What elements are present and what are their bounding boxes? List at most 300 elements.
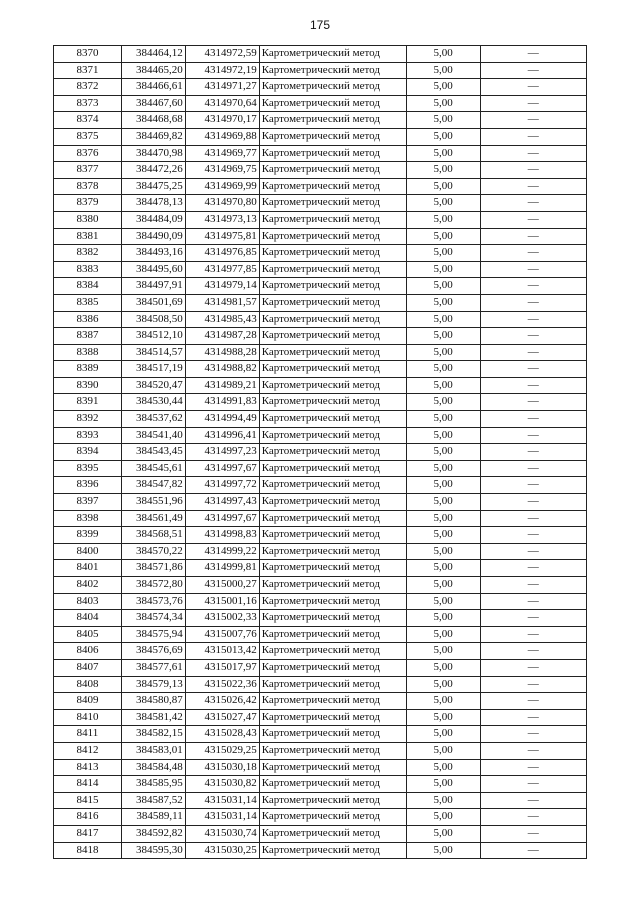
table-row — [54, 427, 587, 444]
precision-cell: 5,00 — [406, 128, 480, 145]
precision-cell: 5,00 — [406, 626, 480, 643]
table-row — [54, 494, 587, 511]
y-coordinate-cell: 4314999,81 — [185, 560, 259, 577]
y-coordinate-cell: 4314969,77 — [185, 145, 259, 162]
point-number-cell: 8418 — [54, 842, 122, 859]
x-coordinate-cell: 384587,52 — [121, 792, 185, 809]
y-coordinate-cell: 4314975,81 — [185, 228, 259, 245]
table-row — [54, 527, 587, 544]
precision-cell: 5,00 — [406, 709, 480, 726]
table-row — [54, 825, 587, 842]
method-cell: Картометрический метод — [259, 543, 406, 560]
table-row — [54, 693, 587, 710]
method-cell: Картометрический метод — [259, 659, 406, 676]
x-coordinate-cell: 384585,95 — [121, 776, 185, 793]
point-number-cell: 8370 — [54, 46, 122, 63]
table-row — [54, 444, 587, 461]
description-cell: — — [480, 626, 586, 643]
point-number-cell: 8376 — [54, 145, 122, 162]
method-cell: Картометрический метод — [259, 195, 406, 212]
x-coordinate-cell: 384547,82 — [121, 477, 185, 494]
x-coordinate-cell: 384484,09 — [121, 211, 185, 228]
precision-cell: 5,00 — [406, 278, 480, 295]
point-number-cell: 8374 — [54, 112, 122, 129]
point-number-cell: 8392 — [54, 411, 122, 428]
y-coordinate-cell: 4314969,99 — [185, 178, 259, 195]
method-cell: Картометрический метод — [259, 809, 406, 826]
x-coordinate-cell: 384592,82 — [121, 825, 185, 842]
y-coordinate-cell: 4315030,82 — [185, 776, 259, 793]
method-cell: Картометрический метод — [259, 361, 406, 378]
table-row — [54, 560, 587, 577]
coordinates-table — [53, 45, 587, 859]
point-number-cell: 8384 — [54, 278, 122, 295]
precision-cell: 5,00 — [406, 344, 480, 361]
x-coordinate-cell: 384520,47 — [121, 377, 185, 394]
precision-cell: 5,00 — [406, 759, 480, 776]
table-row — [54, 112, 587, 129]
table-row — [54, 377, 587, 394]
x-coordinate-cell: 384493,16 — [121, 245, 185, 262]
table-row — [54, 676, 587, 693]
x-coordinate-cell: 384568,51 — [121, 527, 185, 544]
point-number-cell: 8416 — [54, 809, 122, 826]
point-number-cell: 8391 — [54, 394, 122, 411]
precision-cell: 5,00 — [406, 178, 480, 195]
x-coordinate-cell: 384582,15 — [121, 726, 185, 743]
method-cell: Картометрический метод — [259, 228, 406, 245]
method-cell: Картометрический метод — [259, 328, 406, 345]
point-number-cell: 8414 — [54, 776, 122, 793]
method-cell: Картометрический метод — [259, 245, 406, 262]
method-cell: Картометрический метод — [259, 411, 406, 428]
method-cell: Картометрический метод — [259, 742, 406, 759]
point-number-cell: 8389 — [54, 361, 122, 378]
x-coordinate-cell: 384466,61 — [121, 79, 185, 96]
method-cell: Картометрический метод — [259, 178, 406, 195]
precision-cell: 5,00 — [406, 792, 480, 809]
description-cell: — — [480, 560, 586, 577]
y-coordinate-cell: 4315030,25 — [185, 842, 259, 859]
point-number-cell: 8399 — [54, 527, 122, 544]
y-coordinate-cell: 4314996,41 — [185, 427, 259, 444]
point-number-cell: 8377 — [54, 162, 122, 179]
description-cell: — — [480, 95, 586, 112]
point-number-cell: 8390 — [54, 377, 122, 394]
x-coordinate-cell: 384470,98 — [121, 145, 185, 162]
y-coordinate-cell: 4314972,59 — [185, 46, 259, 63]
table-row — [54, 162, 587, 179]
table-row — [54, 245, 587, 262]
y-coordinate-cell: 4314998,83 — [185, 527, 259, 544]
precision-cell: 5,00 — [406, 825, 480, 842]
point-number-cell: 8371 — [54, 62, 122, 79]
precision-cell: 5,00 — [406, 79, 480, 96]
y-coordinate-cell: 4314994,49 — [185, 411, 259, 428]
precision-cell: 5,00 — [406, 560, 480, 577]
page-number: 175 — [309, 18, 331, 32]
precision-cell: 5,00 — [406, 145, 480, 162]
y-coordinate-cell: 4315030,18 — [185, 759, 259, 776]
precision-cell: 5,00 — [406, 742, 480, 759]
precision-cell: 5,00 — [406, 643, 480, 660]
y-coordinate-cell: 4315028,43 — [185, 726, 259, 743]
point-number-cell: 8407 — [54, 659, 122, 676]
precision-cell: 5,00 — [406, 361, 480, 378]
x-coordinate-cell: 384573,76 — [121, 593, 185, 610]
method-cell: Картометрический метод — [259, 626, 406, 643]
point-number-cell: 8382 — [54, 245, 122, 262]
x-coordinate-cell: 384575,94 — [121, 626, 185, 643]
point-number-cell: 8393 — [54, 427, 122, 444]
coordinates-table-body — [54, 46, 587, 859]
description-cell: — — [480, 444, 586, 461]
x-coordinate-cell: 384561,49 — [121, 510, 185, 527]
x-coordinate-cell: 384574,34 — [121, 610, 185, 627]
y-coordinate-cell: 4315001,16 — [185, 593, 259, 610]
method-cell: Картометрический метод — [259, 676, 406, 693]
y-coordinate-cell: 4314972,19 — [185, 62, 259, 79]
description-cell: — — [480, 311, 586, 328]
description-cell: — — [480, 112, 586, 129]
y-coordinate-cell: 4315031,14 — [185, 809, 259, 826]
precision-cell: 5,00 — [406, 809, 480, 826]
description-cell: — — [480, 510, 586, 527]
precision-cell: 5,00 — [406, 593, 480, 610]
point-number-cell: 8400 — [54, 543, 122, 560]
description-cell: — — [480, 759, 586, 776]
precision-cell: 5,00 — [406, 112, 480, 129]
x-coordinate-cell: 384577,61 — [121, 659, 185, 676]
description-cell: — — [480, 211, 586, 228]
table-row — [54, 328, 587, 345]
x-coordinate-cell: 384589,11 — [121, 809, 185, 826]
description-cell: — — [480, 742, 586, 759]
y-coordinate-cell: 4314973,13 — [185, 211, 259, 228]
method-cell: Картометрический метод — [259, 494, 406, 511]
description-cell: — — [480, 726, 586, 743]
precision-cell: 5,00 — [406, 510, 480, 527]
point-number-cell: 8394 — [54, 444, 122, 461]
description-cell: — — [480, 659, 586, 676]
y-coordinate-cell: 4315000,27 — [185, 577, 259, 594]
table-row — [54, 261, 587, 278]
description-cell: — — [480, 776, 586, 793]
point-number-cell: 8408 — [54, 676, 122, 693]
precision-cell: 5,00 — [406, 394, 480, 411]
table-row — [54, 79, 587, 96]
y-coordinate-cell: 4314989,21 — [185, 377, 259, 394]
y-coordinate-cell: 4315027,47 — [185, 709, 259, 726]
y-coordinate-cell: 4314987,28 — [185, 328, 259, 345]
table-row — [54, 543, 587, 560]
table-row — [54, 344, 587, 361]
method-cell: Картометрический метод — [259, 527, 406, 544]
method-cell: Картометрический метод — [259, 560, 406, 577]
description-cell: — — [480, 377, 586, 394]
table-row — [54, 659, 587, 676]
table-row — [54, 278, 587, 295]
method-cell: Картометрический метод — [259, 128, 406, 145]
x-coordinate-cell: 384581,42 — [121, 709, 185, 726]
y-coordinate-cell: 4314991,83 — [185, 394, 259, 411]
x-coordinate-cell: 384490,09 — [121, 228, 185, 245]
point-number-cell: 8381 — [54, 228, 122, 245]
description-cell: — — [480, 577, 586, 594]
point-number-cell: 8411 — [54, 726, 122, 743]
method-cell: Картометрический метод — [259, 693, 406, 710]
method-cell: Картометрический метод — [259, 294, 406, 311]
method-cell: Картометрический метод — [259, 759, 406, 776]
description-cell: — — [480, 411, 586, 428]
point-number-cell: 8388 — [54, 344, 122, 361]
precision-cell: 5,00 — [406, 427, 480, 444]
x-coordinate-cell: 384472,26 — [121, 162, 185, 179]
x-coordinate-cell: 384583,01 — [121, 742, 185, 759]
point-number-cell: 8417 — [54, 825, 122, 842]
x-coordinate-cell: 384543,45 — [121, 444, 185, 461]
table-row — [54, 145, 587, 162]
precision-cell: 5,00 — [406, 162, 480, 179]
description-cell: — — [480, 278, 586, 295]
x-coordinate-cell: 384469,82 — [121, 128, 185, 145]
y-coordinate-cell: 4314997,23 — [185, 444, 259, 461]
description-cell: — — [480, 261, 586, 278]
point-number-cell: 8406 — [54, 643, 122, 660]
precision-cell: 5,00 — [406, 776, 480, 793]
method-cell: Картометрический метод — [259, 643, 406, 660]
description-cell: — — [480, 477, 586, 494]
precision-cell: 5,00 — [406, 377, 480, 394]
precision-cell: 5,00 — [406, 294, 480, 311]
method-cell: Картометрический метод — [259, 261, 406, 278]
point-number-cell: 8386 — [54, 311, 122, 328]
point-number-cell: 8398 — [54, 510, 122, 527]
table-row — [54, 62, 587, 79]
x-coordinate-cell: 384475,25 — [121, 178, 185, 195]
method-cell: Картометрический метод — [259, 709, 406, 726]
table-row — [54, 294, 587, 311]
description-cell: — — [480, 593, 586, 610]
y-coordinate-cell: 4314976,85 — [185, 245, 259, 262]
x-coordinate-cell: 384595,30 — [121, 842, 185, 859]
description-cell: — — [480, 328, 586, 345]
point-number-cell: 8379 — [54, 195, 122, 212]
precision-cell: 5,00 — [406, 411, 480, 428]
description-cell: — — [480, 62, 586, 79]
precision-cell: 5,00 — [406, 659, 480, 676]
precision-cell: 5,00 — [406, 494, 480, 511]
description-cell: — — [480, 543, 586, 560]
table-row — [54, 411, 587, 428]
point-number-cell: 8413 — [54, 759, 122, 776]
point-number-cell: 8372 — [54, 79, 122, 96]
description-cell: — — [480, 162, 586, 179]
description-cell: — — [480, 427, 586, 444]
x-coordinate-cell: 384576,69 — [121, 643, 185, 660]
table-row — [54, 311, 587, 328]
table-row — [54, 477, 587, 494]
table-row — [54, 643, 587, 660]
y-coordinate-cell: 4315007,76 — [185, 626, 259, 643]
method-cell: Картометрический метод — [259, 577, 406, 594]
y-coordinate-cell: 4314969,88 — [185, 128, 259, 145]
y-coordinate-cell: 4315026,42 — [185, 693, 259, 710]
table-row — [54, 128, 587, 145]
precision-cell: 5,00 — [406, 195, 480, 212]
method-cell: Картометрический метод — [259, 792, 406, 809]
table-row — [54, 46, 587, 63]
table-row — [54, 759, 587, 776]
description-cell: — — [480, 294, 586, 311]
table-row — [54, 394, 587, 411]
point-number-cell: 8395 — [54, 460, 122, 477]
method-cell: Картометрический метод — [259, 842, 406, 859]
y-coordinate-cell: 4315013,42 — [185, 643, 259, 660]
precision-cell: 5,00 — [406, 676, 480, 693]
y-coordinate-cell: 4315031,14 — [185, 792, 259, 809]
method-cell: Картометрический метод — [259, 610, 406, 627]
y-coordinate-cell: 4315029,25 — [185, 742, 259, 759]
method-cell: Картометрический метод — [259, 95, 406, 112]
table-row — [54, 178, 587, 195]
y-coordinate-cell: 4314979,14 — [185, 278, 259, 295]
y-coordinate-cell: 4314971,27 — [185, 79, 259, 96]
precision-cell: 5,00 — [406, 842, 480, 859]
point-number-cell: 8387 — [54, 328, 122, 345]
description-cell: — — [480, 228, 586, 245]
x-coordinate-cell: 384517,19 — [121, 361, 185, 378]
table-row — [54, 742, 587, 759]
point-number-cell: 8396 — [54, 477, 122, 494]
point-number-cell: 8403 — [54, 593, 122, 610]
y-coordinate-cell: 4315002,33 — [185, 610, 259, 627]
x-coordinate-cell: 384541,40 — [121, 427, 185, 444]
method-cell: Картометрический метод — [259, 62, 406, 79]
method-cell: Картометрический метод — [259, 344, 406, 361]
x-coordinate-cell: 384545,61 — [121, 460, 185, 477]
table-row — [54, 460, 587, 477]
y-coordinate-cell: 4314977,85 — [185, 261, 259, 278]
description-cell: — — [480, 842, 586, 859]
precision-cell: 5,00 — [406, 311, 480, 328]
y-coordinate-cell: 4314969,75 — [185, 162, 259, 179]
point-number-cell: 8380 — [54, 211, 122, 228]
method-cell: Картометрический метод — [259, 211, 406, 228]
description-cell: — — [480, 809, 586, 826]
method-cell: Картометрический метод — [259, 460, 406, 477]
table-row — [54, 361, 587, 378]
method-cell: Картометрический метод — [259, 394, 406, 411]
x-coordinate-cell: 384571,86 — [121, 560, 185, 577]
point-number-cell: 8383 — [54, 261, 122, 278]
table-row — [54, 610, 587, 627]
point-number-cell: 8404 — [54, 610, 122, 627]
y-coordinate-cell: 4314970,64 — [185, 95, 259, 112]
y-coordinate-cell: 4314997,43 — [185, 494, 259, 511]
x-coordinate-cell: 384464,12 — [121, 46, 185, 63]
method-cell: Картометрический метод — [259, 593, 406, 610]
method-cell: Картометрический метод — [259, 162, 406, 179]
method-cell: Картометрический метод — [259, 112, 406, 129]
x-coordinate-cell: 384580,87 — [121, 693, 185, 710]
method-cell: Картометрический метод — [259, 726, 406, 743]
precision-cell: 5,00 — [406, 228, 480, 245]
precision-cell: 5,00 — [406, 577, 480, 594]
description-cell: — — [480, 394, 586, 411]
x-coordinate-cell: 384584,48 — [121, 759, 185, 776]
y-coordinate-cell: 4314997,67 — [185, 460, 259, 477]
description-cell: — — [480, 527, 586, 544]
table-row — [54, 842, 587, 859]
precision-cell: 5,00 — [406, 543, 480, 560]
table-row — [54, 776, 587, 793]
point-number-cell: 8385 — [54, 294, 122, 311]
y-coordinate-cell: 4315017,97 — [185, 659, 259, 676]
table-row — [54, 228, 587, 245]
y-coordinate-cell: 4314970,17 — [185, 112, 259, 129]
method-cell: Картометрический метод — [259, 776, 406, 793]
precision-cell: 5,00 — [406, 444, 480, 461]
x-coordinate-cell: 384497,91 — [121, 278, 185, 295]
description-cell: — — [480, 46, 586, 63]
description-cell: — — [480, 676, 586, 693]
point-number-cell: 8373 — [54, 95, 122, 112]
point-number-cell: 8405 — [54, 626, 122, 643]
x-coordinate-cell: 384512,10 — [121, 328, 185, 345]
method-cell: Картометрический метод — [259, 427, 406, 444]
description-cell: — — [480, 145, 586, 162]
description-cell: — — [480, 79, 586, 96]
y-coordinate-cell: 4314988,82 — [185, 361, 259, 378]
precision-cell: 5,00 — [406, 460, 480, 477]
table-row — [54, 626, 587, 643]
precision-cell: 5,00 — [406, 62, 480, 79]
table-row — [54, 792, 587, 809]
table-row — [54, 709, 587, 726]
point-number-cell: 8378 — [54, 178, 122, 195]
y-coordinate-cell: 4314985,43 — [185, 311, 259, 328]
precision-cell: 5,00 — [406, 261, 480, 278]
table-row — [54, 510, 587, 527]
x-coordinate-cell: 384467,60 — [121, 95, 185, 112]
method-cell: Картометрический метод — [259, 377, 406, 394]
description-cell: — — [480, 245, 586, 262]
table-row — [54, 211, 587, 228]
description-cell: — — [480, 128, 586, 145]
x-coordinate-cell: 384508,50 — [121, 311, 185, 328]
description-cell: — — [480, 460, 586, 477]
description-cell: — — [480, 792, 586, 809]
x-coordinate-cell: 384514,57 — [121, 344, 185, 361]
precision-cell: 5,00 — [406, 726, 480, 743]
point-number-cell: 8375 — [54, 128, 122, 145]
description-cell: — — [480, 709, 586, 726]
point-number-cell: 8412 — [54, 742, 122, 759]
y-coordinate-cell: 4314970,80 — [185, 195, 259, 212]
point-number-cell: 8397 — [54, 494, 122, 511]
precision-cell: 5,00 — [406, 693, 480, 710]
x-coordinate-cell: 384570,22 — [121, 543, 185, 560]
table-row — [54, 577, 587, 594]
precision-cell: 5,00 — [406, 46, 480, 63]
x-coordinate-cell: 384551,96 — [121, 494, 185, 511]
table-row — [54, 95, 587, 112]
description-cell: — — [480, 494, 586, 511]
method-cell: Картометрический метод — [259, 444, 406, 461]
method-cell: Картометрический метод — [259, 79, 406, 96]
description-cell: — — [480, 825, 586, 842]
